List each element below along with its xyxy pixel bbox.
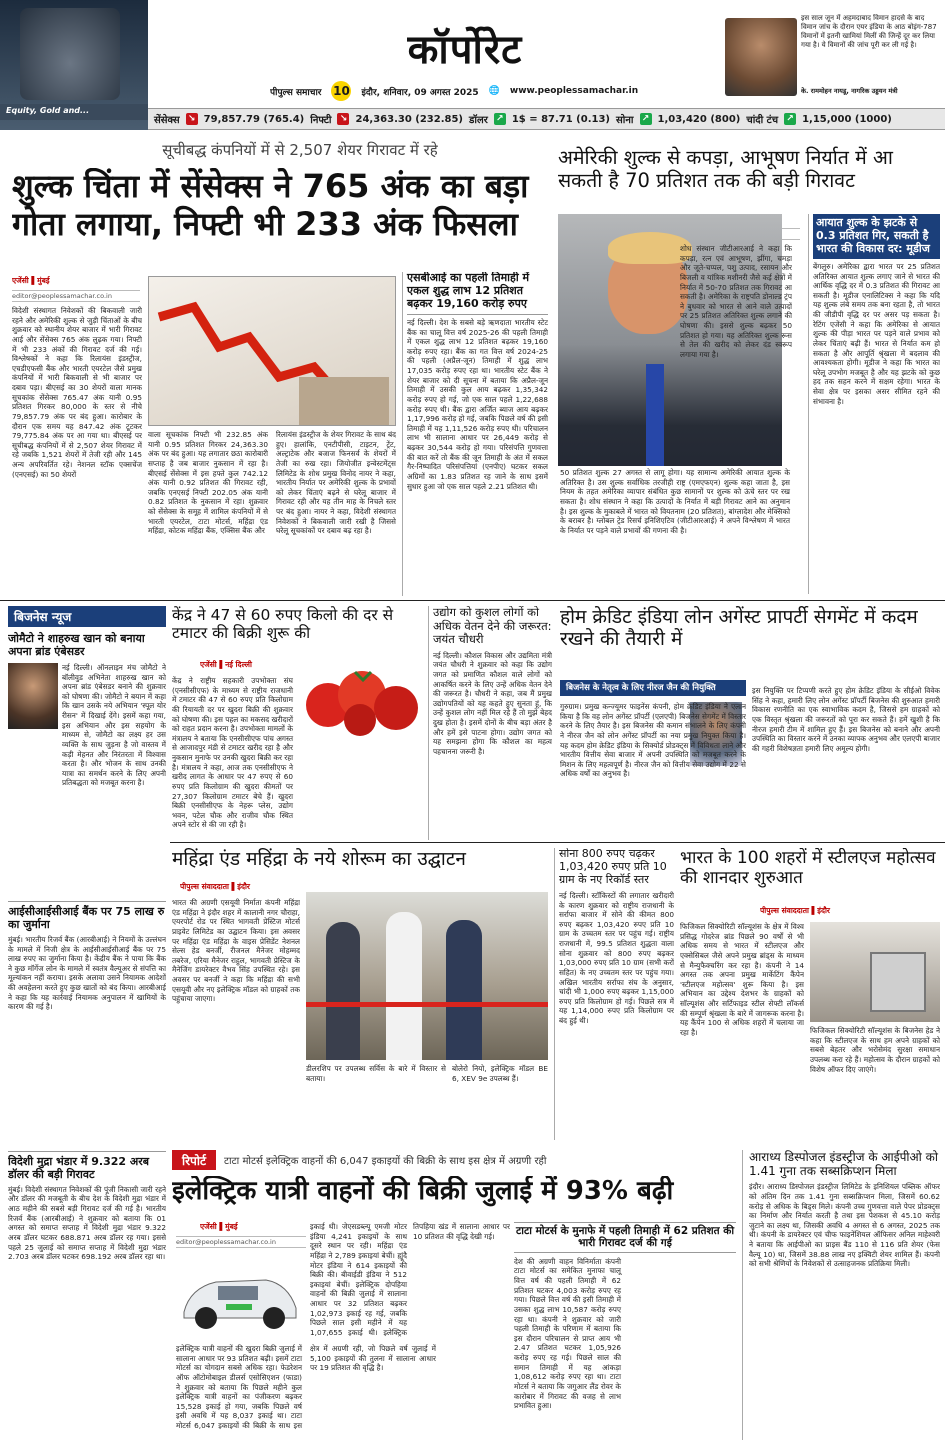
divider-line <box>170 842 945 843</box>
down-arrow-icon: ↘ <box>186 113 198 125</box>
gold-headline: सोना 800 रुपए चढ़कर 1,03,420 रुपए प्रति 10 ग्राम के नए रिकॉर्ड स्तर <box>559 848 667 886</box>
masthead-title: कॉर्पोरेट <box>407 26 523 73</box>
tomato-text: केंद्र ने राष्ट्रीय सहकारी उपभोक्ता संघ (एनसीसीएफ) के माध्यम से राष्ट्रीय राजधानी में टमाटर की 47 से 60 रुपए प्रति किलोग्राम की रियायती दर पर खुदरा बिक्री की शुक्रवार को घोषणा की। इस पहल का मकसद खरीदारों को राहत प्रदान करना है। उपभोक्ता मामलों के मंत्रालय ने बताया कि एनसीसीएफ पांच अगस्त से आजादपुर मंडी से टमाटर खरीद रहा है और नुकसान मुनाफे पर उनकी खुदरा बिक्री कर रहा है। मंत्रालय ने कहा, आज तक एनसीसीएफ ने खरीद लागत के आधार पर 47 रुपए से 60 रुपए प्रति किलोग्राम की खुदरा कीमतों पर 27,307 किलोग्राम टमाटर बेचे हैं। खुदरा बिक्री एनसीसीएफ के नेहरू प्लेस, उद्योग भवन, पटेल चौक और राजीव चौक स्थित अपने स्टोर से की जा रही है। <box>172 676 293 830</box>
ev-text-1: इलेक्ट्रिक यात्री वाहनों की खुदरा बिक्री जुलाई में सालाना आधार पर 93 प्रतिशत बढ़ी। इसमें टाटा मोटर्स का योगदान सबसे अधिक रहा। फेडरेशन ऑफ ऑटोमोबाइल डीलर्स एसोसिएशन (फाडा) ने शुक्रवार को बताया कि पिछले महीने कुल इलेक्ट्रिक यात्री वाहनों का पंजीकरण बढ़कर 15,528 इकाई हो गया, जबकि पिछले वर्ष इसी अवधि में यह 8,037 इकाई था। टाटा मोटर्स 6,047 इकाइयों की बिक्री के साथ इस क्षेत्र में अग्रणी रही, जो पिछले वर्ष जुलाई में 5,100 इकाइयों की तुलना में सालाना आधार पर 19 प्रतिशत की वृद्धि है। <box>176 1344 436 1430</box>
up-arrow-icon: ↗ <box>640 113 652 125</box>
minister-photo <box>725 18 797 96</box>
homecredit-text-2: इस नियुक्ति पर टिप्पणी करते हुए होम क्रेडिट इंडिया के सीईओ विवेक सिंह ने कहा, हमारी लिए लोन अगेंस्ट प्रॉपर्टी बिजनेस की शुरुआत हमारी विकास रणनीति का एक स्वाभाविक कदम है, जिससे हम ग्राहकों को एक विस्तृत श्रृंखला की जरूरतों को पूरा कर सकते हैं। हमें खुशी है कि नीरज हमारी टीम में शामिल हुए हैं। इस बिजनेस को बनाने और अपनी उपस्थिति का विस्तार करने में उनका व्यापक अनुभव और एलएपी बाजार की गहरी विशेषज्ञता हमारी लिए अमूल्य होगी। <box>752 686 940 753</box>
person-shape <box>446 920 482 1060</box>
jobs-headline: उद्योग को कुशल लोगों को अधिक वेतन देने की जरूरत: जयंत चौधरी <box>433 606 552 647</box>
ribbon-shape <box>306 1002 548 1007</box>
ev-headline: इलेक्ट्रिक यात्री वाहनों की बिक्री जुलाई में 93% बढ़ी <box>172 1176 674 1206</box>
mahindra-showroom-photo <box>306 892 548 1060</box>
masthead-info-line <box>270 80 690 102</box>
tata-headline: टाटा मोटर्स के मुनाफे में पहली तिमाही में 62 प्रतिशत की भारी गिरावट दर्ज की गई <box>514 1222 736 1253</box>
lead-email: editor@peoplessamachar.co.in <box>12 290 140 302</box>
ev-byline: एजेंसी ▌मुंबई <box>200 1222 238 1231</box>
sbi-headline: एसबीआई का पहली तिमाही में एकल शुद्ध लाभ 12 प्रतिशत बढ़कर 19,160 करोड़ रुपए <box>407 272 548 315</box>
moodys-text: बेंगलुरु। अमेरिका द्वारा भारत पर 25 प्रतिशत अतिरिक्त आयात शुल्क लगाए जाने से भारत की आर्थिक वृद्धि दर में 0.3 प्रतिशत की गिरावट आ सकती है। मूडीज एनालिटिक्स ने कहा कि यदि यह शुल्क लंबे समय तक बना रहता है, तो भारत की जीडीपी वृद्धि दर पर असर पड़ सकता है। रेटिंग एजेंसी ने कहा कि अमेरिका से आयात शुल्क की पीड़ा भारत पर पड़ने वाले प्रभाव को लेकर चिंताएं बढ़ी हैं। भारत से निर्यात कम हो सकता है और आपूर्ति श्रृंखला में बदलाव की आवश्यकता होगी। मूडीज ने कहा कि भारत का घरेलू उपभोग मजबूत है और यह झटके को कुछ हद तक सहन करने में सक्षम रहेगा। भारत के सेवा क्षेत्र पर इसका असर सीमित रहने की संभावना है। <box>813 261 940 406</box>
ev-car-photo <box>176 1252 304 1338</box>
us-text-1: शोध संस्थान जीटीआरआई ने कहा कि कपड़ा, रत्न एवं आभूषण, झींगा, चमड़ा और जूते-चप्पल, पशु उत्पाद, रसायन और बिजली व यांत्रिक मशीनरी जैसे कई क्षेत्रों में निर्यात में 50-70 प्रतिशत तक गिरावट आ सकती है। अमेरिका के राष्ट्रपति डोनाल्ड ट्रंप ने बुधवार को भारत से आने वाले उत्पादों पर 25 प्रतिशत अतिरिक्त शुल्क लगाने की घोषणा की। इससे शुल्क बढ़कर 50 प्रतिशत हो गया। यह अतिरिक्त शुल्क रूस से तेल की खरीद को लेकर दंड स्वरूप लगाया गया है। <box>680 244 792 359</box>
page-number: 10 <box>331 81 351 101</box>
ticker-gold-value: 1,03,420 (800) <box>657 113 741 125</box>
bull-photo <box>20 8 120 100</box>
down-arrow-icon: ↘ <box>337 113 349 125</box>
mahindra-text: भारत की अग्रणी एसयूवी निर्माता कंपनी महिंद्रा एंड महिंद्रा ने इंदौर शहर में कालानी नगर चौराहा, एयरपोर्ट रोड पर स्थित भागवती प्रेस्टिज मोटर्स प्राइवेट लिमिटेड का उद्घाटन किया। इस अवसर पर महिंद्रा एंड महिंद्रा के वाइस प्रेसिडेंट नेशनल सेल्स हेड बनर्जी, रीजनल मैनेजर मोहम्मद तबरेज, एरिया मैनेजर राहुल, भागवती प्रेस्टिज के मैनेजिंग डायरेक्टर वैभव सिंह उपस्थित रहे। इस अवसर पर बनर्जी ने कहा कि महिंद्रा की सभी एसयूवी और नए इलेक्ट्रिक मॉडल को ग्राहकों तक पहुंचाया जाएगा। <box>172 898 300 1004</box>
falling-arrow-graphic <box>149 277 396 426</box>
lead-headline: शुल्क चिंता में सेंसेक्स ने 765 अंक का बड़ा गोता लगाया, निफ्टी भी 233 अंक फिसला <box>12 168 529 243</box>
quote-text: इस साल जून में अहमदाबाद विमान हादसे के बाद विमान जांच के दौरान एयर इंडिया के आठ बोइंग-787 विमानों में इतनी खामियां मिलीं की जिन्हें दूर कर लिया गया है। ये विमानों की जांच पूरी कर ली गई है। <box>801 14 937 49</box>
jobs-text: नई दिल्ली। कौशल विकास और उद्यमिता मंत्री जयंत चौधरी ने शुक्रवार को कहा कि उद्योग जगत को प्रमाणित कौशल वाले लोगों को आकर्षित करने के लिए उन्हें अधिक वेतन देने की जरूरत है। चौधरी ने कहा, जब मैं प्रमुख उद्योगपतियों को यह कहते हुए सुनता हूं, कि उन्हें कुशल लोग नहीं मिल रहे हैं तो मुझे बेहद दुख होता है। इसमें दोनों के बीच बड़ा अंतर है और हमें इसे पाटना होगा। उद्योग जगत को यह समझना होगा कि कौशल का महत्व पहचानना जरूरी है। <box>433 650 552 756</box>
mahindra-caption: डीलरशिप पर उपलब्ध सर्विस के बारे में विस्तार से बताया। <box>306 1064 446 1083</box>
homecredit-banner: बिजनेस के नेतृत्व के लिए नीरज जैन की नियुक्ति <box>560 680 746 696</box>
lead-col-3: रिलायंस इंडस्ट्रीज के शेयर गिरावट के साथ बंद हुए। हालांकि, एनटीपीसी, टाइटन, ट्रेंट, अल्ट्राटेक और बजाज फिनसर्व के शेयरों में तेजी का रुख रहा। जियोजीत इन्वेस्टमेंट्स लिमिटेड के शोध प्रमुख विनोद नायर ने कहा, भारतीय निर्यात पर अमेरिकी शुल्क के प्रभावों को लेकर चिंताएं बढ़ने से घरेलू बाजार में गिरावट रही और यह तीन माह के निचले स्तर पर बंद हुआ। नायर ने कहा, विदेशी संस्थागत निवेशकों ने बिकवाली जारी रखी है जिससे घरेलू सूचकांकों पर दबाव बढ़ रहा है। <box>276 430 396 536</box>
equity-badge: Equity, Gold and... <box>0 104 148 120</box>
steel-text-2: फिजिकल सिक्योरिटी सॉल्यूशंस के बिजनेस हेड ने कहा कि स्टीलएज के साथ हम अपने ग्राहकों को सबसे बेहतर और भरोसेमंद सुरक्षा समाधान उपलब्ध करा रहे हैं। महोत्सव के दौरान ग्राहकों को विशेष ऑफर दिए जाएंगे। <box>810 1026 940 1074</box>
srk-photo <box>8 663 58 729</box>
quote-box <box>725 10 937 106</box>
aaradhya-text: इंदौर। आराध्य डिस्पोजल इंडस्ट्रीज लिमिटेड के इनिशियल पब्लिक ऑफर को अंतिम दिन तक 1.41 गुना सब्सक्रिप्शन मिला, जिसमें 60.62 करोड़ से अधिक के बिड्स मिले। कंपनी उच्च गुणवत्ता वाले पेपर प्रोडक्ट्स का निर्माण और निर्यात करती है तथा इस पेशकश से 45.10 करोड़ जुटाने का लक्ष्य था, जिसकी अवधि 4 अगस्त से 6 अगस्त, 2025 तक थी। कंपनी के डायरेक्टर एवं चीफ फाइनेंशियल ऑफिसर अनिल माहेश्वरी ने बताया कि आईपीओ का प्राइस बैंड 110 से 116 प्रति शेयर (फेस वैल्यू 10) था, जिसमें 38.88 लाख नए इक्विटी शेयर शामिल हैं। कंपनी को सभी श्रेणियों के निवेशकों से उत्साहजनक प्रतिक्रिया मिली। <box>749 1182 940 1269</box>
jobs-story <box>428 606 552 840</box>
sbi-text: नई दिल्ली। देश के सबसे बड़े ऋणदाता भारतीय स्टेट बैंक का चालू वित्त वर्ष 2025-26 की पहली तिमाही में एकल शुद्ध लाभ 12 प्रतिशत बढ़कर 19,160 करोड़ रुपए रहा। बैंक का गत वित्त वर्ष 2024-25 की पहली (अप्रैल-जून) तिमाही में शुद्ध लाभ 17,035 करोड़ रुपए रहा था। भारतीय स्टेट बैंक ने शेयर बाजार को दी सूचना में बताया कि अप्रैल-जून तिमाही में उसकी कुल आय बढ़कर 1,35,342 करोड़ रुपए हो गई, जो एक साल पहले 1,22,688 करोड़ रुपए थी। बैंक द्वारा अर्जित ब्याज आय बढ़कर 1,17,996 करोड़ हो गई, जबकि पिछले वर्ष की इसी तिमाही में यह 1,11,526 करोड़ रुपए थी। परिचालन लाभ भी सालाना आधार पर 26,449 करोड़ से बढ़कर 30,544 करोड़ हो गया। परिसंपत्ति गुणवत्ता की बात करें तो बैंक की जून तिमाही के अंत में सकल गैर-निष्पादित परिसंपत्तियां (एनपीए) घटकर सकल अग्रिमों का 1.83 प्रतिशत रह जाने के साथ इसमें सुधार हुआ जो एक साल पहले 2.21 प्रतिशत थी। <box>407 317 548 491</box>
moodys-story <box>808 214 940 594</box>
up-arrow-icon: ↗ <box>494 113 506 125</box>
icici-headline: आईसीआईसीआई बैंक पर 75 लाख रु का जुर्माना <box>8 901 166 932</box>
masthead-logo-block <box>0 0 148 130</box>
moodys-headline: आयात शुल्क के झटके से 0.3 प्रतिशत गिर, सकती है भारत की विकास दर: मूडीज <box>813 214 940 259</box>
us-text-2: 50 प्रतिशत शुल्क 27 अगस्त से लागू होगा। यह सामान्य अमेरिकी आयात शुल्क के अतिरिक्त है। उस शुल्क सर्वाधिक तरजीही राष्ट्र (एमएफएन) शुल्क कहा जाता है, इस नियम के तहत अमेरिका व्यापार संबंधित कुछ सामानों पर शुल्क को ऊंचे स्तर पर रख सकता है। शोध संस्थान ने कहा कि उत्पादों के निर्यात में बड़ी गिरावट आने का अनुमान है। इस शुल्क के मुकाबले में भारत को वियतनाम (20 प्रतिशत), बांग्लादेश और मेक्सिको के बराबर है। ग्लोबल ट्रेड रिसर्च इनिशिएटिव (जीटीआरआई) ने अपने विश्लेषण में भारत के निर्यात पर पड़ने वाले प्रभावों की गणना की है। <box>558 466 792 596</box>
market-crash-photo <box>148 276 396 426</box>
tata-text: देश की अग्रणी वाहन विनिर्माता कंपनी टाटा मोटर्स का समेकित मुनाफा चालू वित्त वर्ष की पहली तिमाही में 62 प्रतिशत घटकर 4,003 करोड़ रुपए रह गया। पिछले वित्त वर्ष की इसी तिमाही में उसका शुद्ध लाभ 10,587 करोड़ रुपए रहा था। कंपनी ने शुक्रवार को जारी पहली तिमाही के परिणाम में बताया कि इस दौरान परिचालन से प्राप्त आय भी 2.47 प्रतिशत घटकर 1,05,926 करोड़ रुपए रह गई। पिछले साल की समान तिमाही में यह आंकड़ा 1,08,612 करोड़ रुपए रहा था। टाटा मोटर्स ने बताया कि जगुआर लैंड रोवर के कारोबार में गिरावट की वजह से लाभ प्रभावित हुआ। <box>514 1256 621 1411</box>
ticker-silver-value: 1,15,000 (1000) <box>802 113 892 125</box>
us-headline: अमेरिकी शुल्क से कपड़ा, आभूषण निर्यात में आ सकती है 70 प्रतिशत तक की बड़ी गिरावट <box>558 146 893 192</box>
ticker-dollar-label: डॉलर <box>469 115 488 126</box>
market-ticker <box>148 108 945 130</box>
steel-text: फिजिकल सिक्योरिटी सॉल्यूशंस के क्षेत्र में विश्व प्रसिद्ध गोदरेज ब्रांड पिछले 90 वर्षों से भी अधिक समय से भारत में स्टीलएज और एक्सेसिबल जैसे अपने प्रमुख ब्रांड्स के माध्यम से मैन्युफैक्चरिंग कर रहा है। कंपनी ने 14 अगस्त तक अपना प्रमुख मार्केटिंग कैंपेन 'स्टीलएज महोत्सव' शुरू किया है। इस अभियान का उद्देश्य देशभर के ग्राहकों को सॉल्यूशंस और सर्टिफाइड स्टील सेफ्टी लॉकर्स की सम्पूर्ण श्रृंखला के बारे में जागरूक करना है। यह कैंपेन 100 से अधिक शहरों में चलाया जा रहा है। <box>680 922 804 1037</box>
lead-kicker: सूचीबद्ध कंपनियों में से 2,507 शेयर गिरावट में रहे <box>162 141 438 159</box>
report-label: रिपोर्ट <box>172 1150 216 1170</box>
tata-story <box>514 1222 736 1440</box>
lead-col-1: विदेशी संस्थागत निवेशकों की बिकवाली जारी रहने और अमेरिकी शुल्क से जुड़ी चिंताओं के बीच शुक्रवार को स्थानीय शेयर बाजार में भारी गिरावट आई और सेंसेक्स 765 अंक लुढ़क गया। निफ्टी में भी 233 अंकों की गिरावट दर्ज की गई। विश्लेषकों ने कहा कि रिलायंस इंडस्ट्रीज, एचडीएफसी बैंक और भारती एयरटेल जैसे प्रमुख कंपनियों में भारी बिकवाली से भी बाजार पर दबाव पड़ा। बीएसई का 30 शेयरों वाला मानक सूचकांक सेंसेक्स 765.47 अंक यानी 0.95 प्रतिशत गिरकर 80,000 के स्तर से नीचे 79,857.79 अंक पर बंद हुआ। कारोबार के दौरान एक समय यह 847.42 अंक टूटकर 79,775.84 अंक पर आ गया था। बीएसई पर सूचीबद्ध कंपनियों में से 2,507 शेयर गिरावट में रहे जबकि 1,521 शेयरों में तेजी रही और 145 अन्य अपरिवर्तित रहे। नेशनल स्टॉक एक्सचेंज (एनएसई) का 50 शेयरों <box>12 306 142 479</box>
aaradhya-story <box>742 1150 940 1440</box>
gold-text: नई दिल्ली। स्टॉकिस्टों की लगातार खरीदारी के कारण शुक्रवार को राष्ट्रीय राजधानी के सर्राफा बाजार में सोने की कीमत 800 रुपए बढ़कर 1,03,420 रुपए प्रति 10 ग्राम के उच्चतम स्तर पर पहुंच गई। राष्ट्रीय राजधानी में, 99.5 प्रतिशत शुद्धता वाला सोना शुक्रवार को 800 रुपए बढ़कर 1,03,000 रुपए प्रति 10 ग्राम (सभी करों सहित) के नए उच्चतम स्तर पर पहुंच गया। अखिल भारतीय सर्राफा संघ के अनुसार, चांदी भी 1,000 रुपए बढ़कर 1,15,000 रुपए प्रति किलोग्राम हो गई। पिछले सत्र में यह 1,14,000 रुपए प्रति किलोग्राम पर बंद हुई थी। <box>559 890 674 1026</box>
forex-text: मुंबई। विदेशी संस्थागत निवेशकों की पूंजी निकासी जारी रहने और डॉलर की मजबूती के बीच देश के विदेशी मुद्रा भंडार में आठ महीने की सबसे बड़ी गिरावट दर्ज की गई है। भारतीय रिजर्व बैंक (आरबीआई) ने शुक्रवार को बताया कि 01 अगस्त को समाप्त सप्ताह में विदेशी मुद्रा भंडार 9.322 अरब डॉलर घटकर 688.871 अरब डॉलर रह गया। इससे पहले 25 जुलाई को समाप्त सप्ताह में विदेशी मुद्रा भंडार 2.703 अरब डॉलर घटकर 698.192 अरब डॉलर रहा था। <box>8 1184 166 1262</box>
up-arrow-icon: ↗ <box>784 113 796 125</box>
mahindra-headline: महिंद्रा एंड महिंद्रा के नये शोरूम का उद्घाटन <box>172 848 466 870</box>
globe-icon: 🌐 <box>488 86 500 96</box>
ticker-nifty-label: निफ्टी <box>310 115 332 126</box>
lead-col-2: वाला सूचकांक निफ्टी भी 232.85 अंक यानी 0.95 प्रतिशत गिरकर 24,363.30 अंक पर बंद हुआ। यह लगातार छठा कारोबारी सप्ताह है जब बाजार नुकसान में रहा है। बीएसई सेंसेक्स में इस हफ्ते कुल 742.12 अंक यानी 0.92 प्रतिशत की गिरावट रही, जबकि एनएसई निफ्टी 202.05 अंक यानी 0.82 प्रतिशत के नुकसान में रहा। शुक्रवार को सेंसेक्स के समूह में शामिल कंपनियों में से भारती एयरटेल, टाटा मोटर्स, महिंद्रा एंड महिंद्रा, कोटक महिंद्रा बैंक, एक्सिस बैंक और <box>148 430 268 536</box>
person-shape <box>386 912 422 1060</box>
tomato-headline: केंद्र ने 47 से 60 रुपए किलो की दर से टमाटर की बिक्री शुरू की <box>172 606 394 643</box>
steel-headline: भारत के 100 शहरों में स्टीलएज महोत्सव की शानदार शुरुआत <box>680 848 936 889</box>
homecredit-headline: होम क्रेडिट इंडिया लोन अगेंस्ट प्रापर्टी सेगमेंट में कदम रखने की तैयारी में <box>560 606 918 651</box>
ticker-sensex-value: 79,857.79 (765.4) <box>203 113 305 125</box>
aaradhya-headline: आराध्य डिस्पोजल इंडस्ट्रीज के आईपीओ को 1.41 गुना तक सब्सक्रिप्शन मिला <box>749 1150 938 1179</box>
forex-headline: विदेशी मुद्रा भंडार में 9.322 अरब डॉलर की बड़ी गिरावट <box>8 1151 166 1182</box>
tomato-byline: एजेंसी ▌नई दिल्ली <box>200 660 252 669</box>
paper-name: पीपुल्स समाचार <box>270 87 322 98</box>
steel-byline: पीपुल्स संवाददाता ▌इंदौर <box>760 906 830 915</box>
icici-text: मुंबई। भारतीय रिजर्व बैंक (आरबीआई) ने नियमों के उल्लंघन के मामले में निजी क्षेत्र के आईसीआईसीआई बैंक पर 75 लाख रुपए का जुर्माना किया है। केंद्रीय बैंक ने पाया कि बैंक ने कुछ मॉर्गेज लोन के मामले में स्वतंत्र वैल्यूअर से संपत्ति का मूल्यांकन नहीं कराया। इसके अलावा उसने नियामक आदेशों की अवहेलना करते हुए कुछ खातों को बंद किया। आरबीआई ने कहा कि यह कार्रवाई नियामक अनुपालन में खामियों के कारण की गई है। <box>8 934 166 1012</box>
site-link[interactable]: www.peoplessamachar.in <box>509 86 639 96</box>
car-graphic <box>176 1252 304 1338</box>
sbi-story <box>402 272 548 596</box>
ticker-sensex-label: सेंसेक्स <box>154 115 180 126</box>
mahindra-caption-2: बोलेरो नियो, इलेक्ट्रिक मॉडल BE 6, XEV 9e उपलब्ध हैं। <box>452 1064 548 1083</box>
ticker-silver-label: चांदी टंच <box>746 115 779 126</box>
safe-shape <box>870 952 926 1012</box>
ev-text-2: इकाई थी। जेएसडब्ल्यू एमजी मोटर इंडिया 4,241 इकाइयों के साथ दूसरे स्थान पर रही। महिंद्रा एंड महिंद्रा ने 2,789 इकाइयां बेचीं। ह्यूंदै मोटर इंडिया ने 614 इकाइयों की बिक्री की। बीवाईडी इंडिया ने 512 इकाइयां बेचीं। इलेक्ट्रिक दोपहिया वाहनों की बिक्री जुलाई में सालाना आधार पर 32 प्रतिशत बढ़कर 1,02,973 इकाई रह गई, जबकि पिछले साल इसी महीने में यह 1,07,655 इकाई थी। इलेक्ट्रिक तिपहिया खंड में सालाना आधार पर 10 प्रतिशत की वृद्धि देखी गई। <box>310 1222 510 1337</box>
mahindra-byline: पीपुल्स संवाददाता ▌इंदौर <box>180 882 250 891</box>
ev-email: editor@peoplessamachar.co.in <box>176 1236 306 1248</box>
homecredit-text-1: गुरुग्राम। प्रमुख कन्ज्यूमर फाइनेंस कंपनी, होम क्रेडिट इंडिया ने एलान किया है कि वह लोन अगेंस्ट प्रॉपर्टी (एलएपी) बिजनेस सेगमेंट में विस्तार करने के लिए तैयार है। इस बिजनेस की कमान संभालने के लिए कंपनी ने नीरज जैन को लोन अगेंस्ट प्रॉपर्टी का नया प्रमुख नियुक्त किया है। यह कदम होम क्रेडिट इंडिया के सिक्योर्ड प्रोडक्ट्स में विविधता लाने और भारतीय वित्तीय सेवा बाजार में अपनी उपस्थिति को मजबूत करने के मिशन के लिए महत्वपूर्ण है। नीरज जैन को वित्तीय सेवा उद्योग में 22 से अधिक वर्षों का अनुभव है। <box>560 702 746 779</box>
business-news-label: बिजनेस न्यूज <box>8 606 166 627</box>
issue-date: इंदौर, शनिवार, 09 अगस्त 2025 <box>361 87 479 98</box>
steel-photo <box>810 922 940 1022</box>
ev-kicker: टाटा मोटर्स इलेक्ट्रिक वाहनों की 6,047 इकाइयों की बिक्री के साथ इस क्षेत्र में अग्रणी रही <box>224 1156 547 1167</box>
quote-author: के. राममोहन नायडू, नागरिक उड्डयन मंत्री <box>801 87 898 95</box>
ev-kicker-bar <box>172 1150 732 1170</box>
business-news-column <box>8 606 166 1438</box>
ticker-gold-label: सोना <box>616 115 634 126</box>
gold-story <box>554 848 674 1140</box>
zomato-text: नई दिल्ली। ऑनलाइन मंच जोमैटो ने बॉलीवुड अभिनेता शाहरुख खान को अपना ब्रांड एंबेसडर बनाने की शुक्रवार को घोषणा की। जोमैटो ने बयान में कहा कि खान उसके नये अभियान 'स्पूल योर रीसन' में दिखाई देंगे। इसमें कहा गया, इस अभियान और इस सहयोग के माध्यम से, जोमैटो का लक्ष्य हर उस व्यक्ति के साथ जुड़ना है जो वास्तव में कड़ी मेहनत और निरंतरता में विश्वास करता है। और भोजन के साथ उनकी यात्रा का समर्थन करने के लिए अपनी प्रतिबद्धता को मजबूत करना है। <box>62 662 166 788</box>
lead-byline: एजेंसी ▌मुंबई <box>12 276 50 285</box>
ticker-dollar-value: 1$ = 87.71 (0.13) <box>511 113 610 125</box>
person-shape <box>326 922 360 1060</box>
zomato-headline: जोमैटो ने शाहरुख खान को बनाया अपना ब्रांड एंबेसडर <box>8 632 145 658</box>
ticker-nifty-value: 24,363.30 (232.85) <box>355 113 463 125</box>
divider-line <box>0 600 945 601</box>
